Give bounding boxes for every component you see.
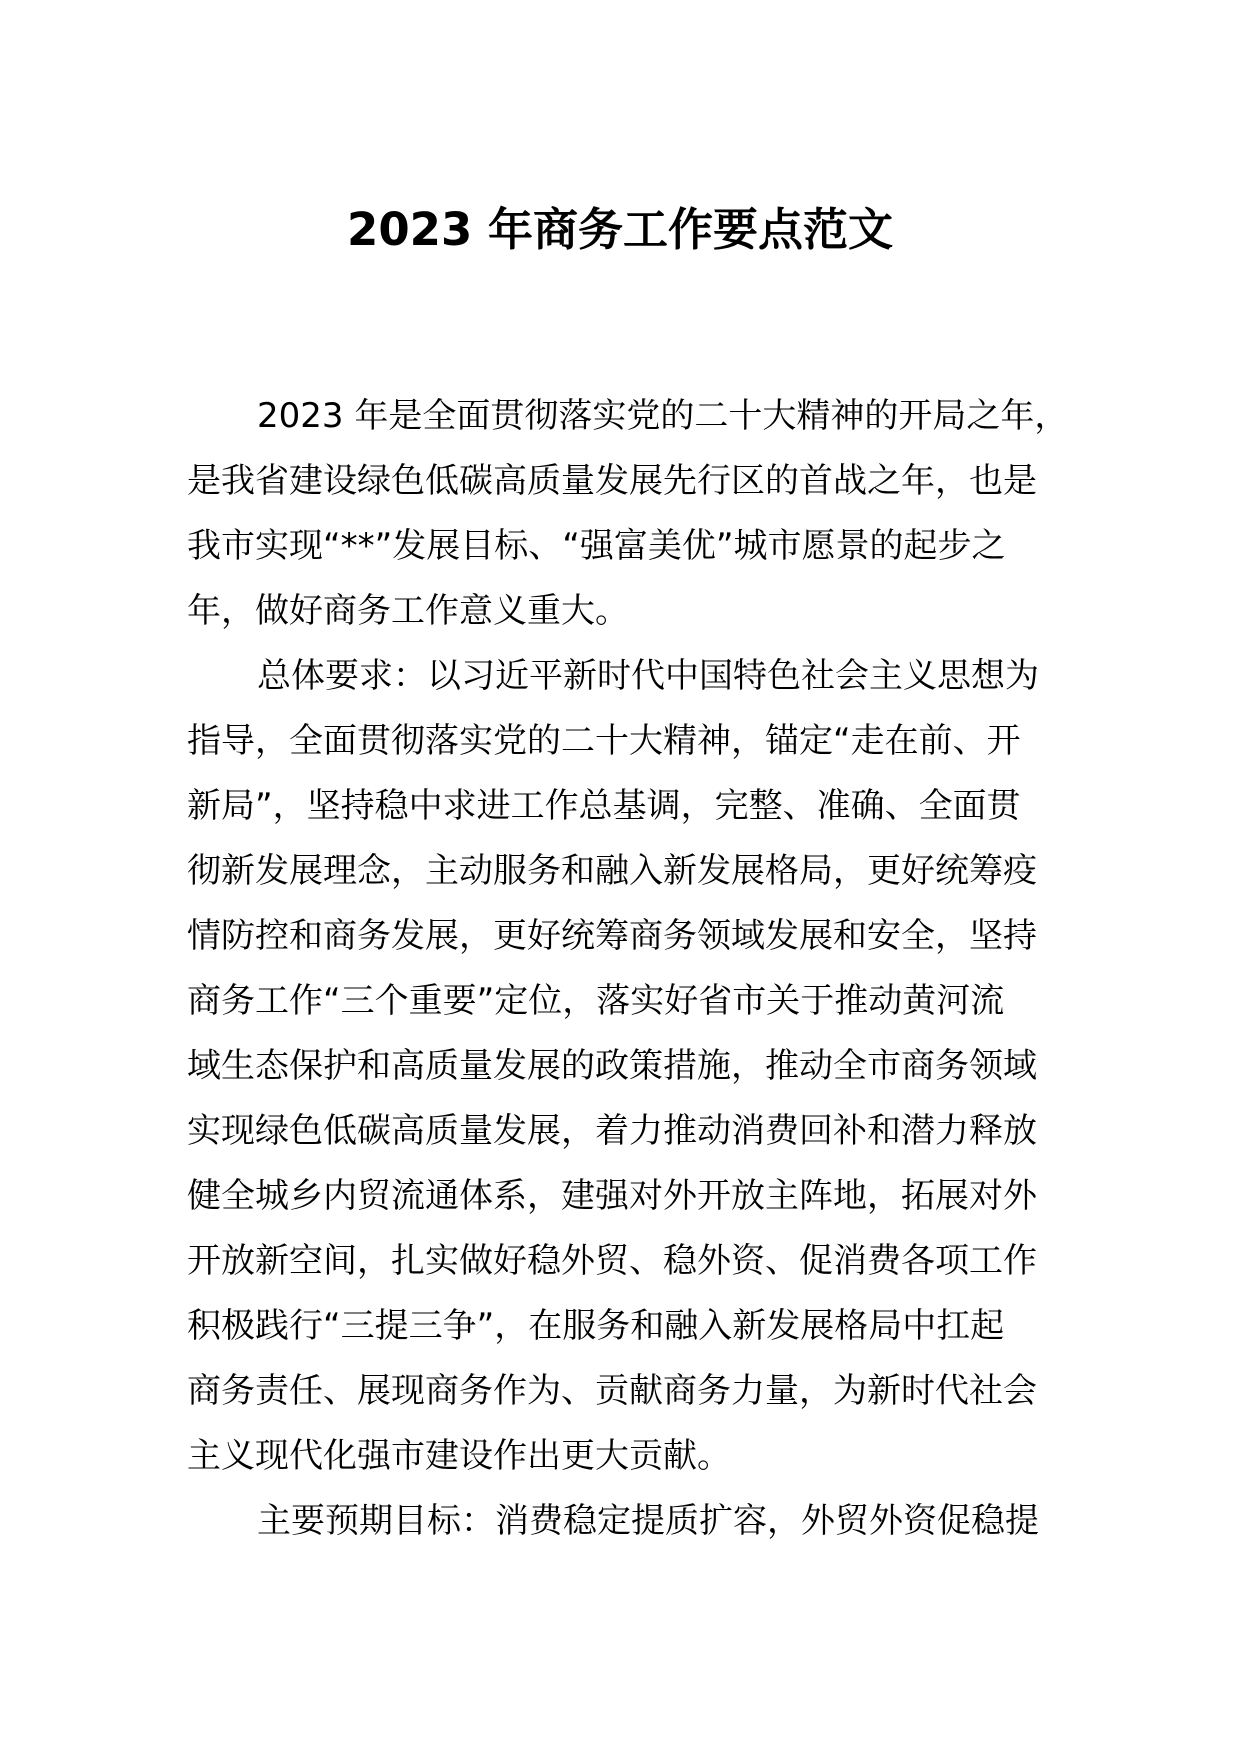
paragraph-2-line-7: 域生态保护和高质量发展的政策措施，推动全市商务领域 — [187, 1046, 1037, 1086]
paragraph-2-line-4: 彻新发展理念，主动服务和融入新发展格局，更好统筹疫 — [187, 851, 1037, 891]
paragraph-2-line-2: 指导，全面贯彻落实党的二十大精神，锚定“走在前、开 — [187, 721, 1021, 761]
paragraph-2-line-13: 主义现代化强市建设作出更大贡献。 — [187, 1436, 731, 1476]
document-body — [187, 384, 1069, 1554]
paragraph-2-line-10: 开放新空间，扎实做好稳外贸、稳外资、促消费各项工作 — [187, 1241, 1037, 1281]
paragraph-2-line-11: 积极践行“三提三争”，在服务和融入新发展格局中扛起 — [187, 1306, 1005, 1346]
paragraph-2-line-8: 实现绿色低碳高质量发展，着力推动消费回补和潜力释放 — [187, 1111, 1037, 1151]
paragraph-2-line-5: 情防控和商务发展，更好统筹商务领域发展和安全，坚持 — [187, 916, 1037, 956]
paragraph-1-line-3: 我市实现“**”发展目标、“强富美优”城市愿景的起步之 — [187, 526, 1006, 566]
paragraph-2-line-3: 新局”，坚持稳中求进工作总基调，完整、准确、全面贯 — [187, 786, 1021, 826]
paragraph-1-line-2: 是我省建设绿色低碳高质量发展先行区的首战之年，也是 — [187, 461, 1037, 501]
paragraph-1-line-1: 2023 年是全面贯彻落实党的二十大精神的开局之年， — [257, 396, 1069, 436]
paragraph-2-line-6: 商务工作“三个重要”定位，落实好省市关于推动黄河流 — [187, 981, 1005, 1021]
paragraph-1-line-4: 年，做好商务工作意义重大。 — [187, 591, 629, 631]
paragraph-2-line-9: 健全城乡内贸流通体系，建强对外开放主阵地，拓展对外 — [187, 1176, 1037, 1216]
paragraph-2-line-12: 商务责任、展现商务作为、贡献商务力量，为新时代社会 — [187, 1371, 1037, 1411]
document-title: 2023 年商务工作要点范文 — [347, 203, 893, 256]
paragraph-2-line-1: 总体要求：以习近平新时代中国特色社会主义思想为 — [257, 656, 1039, 696]
paragraph-3-line-1: 主要预期目标：消费稳定提质扩容，外贸外资促稳提 — [257, 1501, 1039, 1541]
